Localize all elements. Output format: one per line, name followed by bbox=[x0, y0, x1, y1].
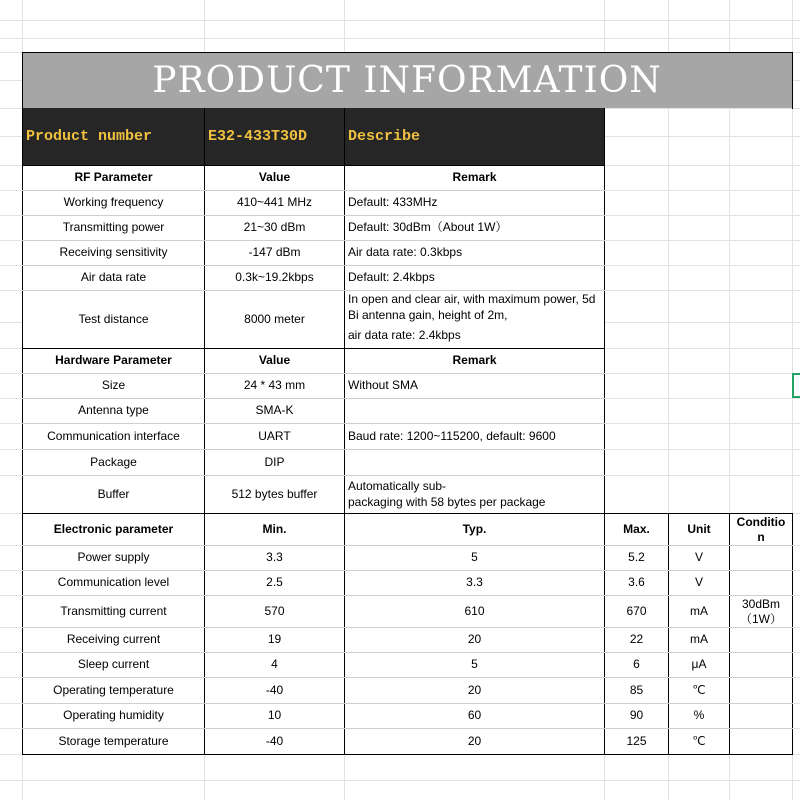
elec-header-typ: Typ. bbox=[345, 514, 604, 545]
product-number-label: Product number bbox=[22, 108, 204, 165]
elec-row-min: 2.5 bbox=[205, 571, 344, 595]
elec-row-unit: ℃ bbox=[669, 678, 729, 703]
elec-row-param: Sleep current bbox=[23, 653, 204, 677]
elec-row-condition bbox=[730, 546, 792, 570]
elec-row-typ: 5 bbox=[345, 546, 604, 570]
rf-header-param: RF Parameter bbox=[23, 166, 204, 190]
rf-row-remark: Air data rate: 0.3kbps bbox=[345, 241, 604, 265]
hw-row-remark: Baud rate: 1200~115200, default: 9600 bbox=[345, 424, 604, 449]
elec-row-typ: 20 bbox=[345, 729, 604, 754]
banner-title: PRODUCT INFORMATION bbox=[22, 52, 792, 108]
product-model: E32-433T30D bbox=[204, 108, 344, 165]
rf-row-param: Air data rate bbox=[23, 266, 204, 290]
elec-row-min: -40 bbox=[205, 678, 344, 703]
elec-row-condition bbox=[730, 653, 792, 677]
elec-header-param: Electronic parameter bbox=[23, 514, 204, 545]
elec-header-condition-line1: Conditio bbox=[730, 514, 792, 530]
elec-row-condition bbox=[730, 678, 792, 703]
hw-row-param: Antenna type bbox=[23, 399, 204, 423]
elec-row-max: 670 bbox=[605, 596, 668, 627]
elec-row-condition bbox=[730, 571, 792, 595]
hw-row-remark bbox=[345, 450, 604, 475]
rf-row-value: -147 dBm bbox=[205, 241, 344, 265]
elec-row-typ: 20 bbox=[345, 628, 604, 652]
rf-row-param: Receiving sensitivity bbox=[23, 241, 204, 265]
elec-row-unit: V bbox=[669, 571, 729, 595]
rf-row-param: Working frequency bbox=[23, 191, 204, 215]
rf-header-value: Value bbox=[205, 166, 344, 190]
hw-header-param: Hardware Parameter bbox=[23, 349, 204, 373]
rf-test-distance-remark-line3: air data rate: 2.4kbps bbox=[345, 326, 604, 346]
elec-row-unit: μA bbox=[669, 653, 729, 677]
hw-row-value: 512 bytes buffer bbox=[205, 476, 344, 513]
elec-header-min: Min. bbox=[205, 514, 344, 545]
elec-row-unit: mA bbox=[669, 596, 729, 627]
elec-row-param: Operating temperature bbox=[23, 678, 204, 703]
hw-row-param: Communication interface bbox=[23, 424, 204, 449]
elec-row-param: Power supply bbox=[23, 546, 204, 570]
rf-row-value: 8000 meter bbox=[205, 291, 344, 348]
elec-row-typ: 5 bbox=[345, 653, 604, 677]
elec-row-param: Receiving current bbox=[23, 628, 204, 652]
elec-row-min: -40 bbox=[205, 729, 344, 754]
elec-row-max: 90 bbox=[605, 704, 668, 728]
elec-row-min: 570 bbox=[205, 596, 344, 627]
rf-row-param: Transmitting power bbox=[23, 216, 204, 240]
hw-row-param: Buffer bbox=[23, 476, 204, 513]
elec-row-max: 125 bbox=[605, 729, 668, 754]
elec-row-unit: ℃ bbox=[669, 729, 729, 754]
product-describe: Describe bbox=[344, 108, 604, 165]
elec-header-max: Max. bbox=[605, 514, 668, 545]
elec-row-condition-line2: （1W） bbox=[730, 612, 792, 627]
rf-row-value: 410~441 MHz bbox=[205, 191, 344, 215]
hw-row-value: SMA-K bbox=[205, 399, 344, 423]
elec-row-max: 85 bbox=[605, 678, 668, 703]
hw-buffer-remark-line2: packaging with 58 bytes per package bbox=[345, 494, 604, 510]
elec-header-condition-line2: n bbox=[730, 530, 792, 545]
rf-row-value: 0.3k~19.2kbps bbox=[205, 266, 344, 290]
hw-row-remark: Without SMA bbox=[345, 374, 604, 398]
elec-row-condition bbox=[730, 704, 792, 728]
elec-row-max: 5.2 bbox=[605, 546, 668, 570]
rf-row-param: Test distance bbox=[23, 291, 204, 348]
elec-row-min: 19 bbox=[205, 628, 344, 652]
hw-header-remark: Remark bbox=[345, 349, 604, 373]
elec-row-typ: 610 bbox=[345, 596, 604, 627]
elec-row-condition bbox=[730, 628, 792, 652]
elec-row-typ: 60 bbox=[345, 704, 604, 728]
hw-row-value: DIP bbox=[205, 450, 344, 475]
rf-row-remark: Default: 433MHz bbox=[345, 191, 604, 215]
elec-row-param: Storage temperature bbox=[23, 729, 204, 754]
hw-row-remark bbox=[345, 399, 604, 423]
elec-row-param: Transmitting current bbox=[23, 596, 204, 627]
hw-row-param: Size bbox=[23, 374, 204, 398]
elec-row-unit: mA bbox=[669, 628, 729, 652]
elec-row-max: 6 bbox=[605, 653, 668, 677]
elec-row-param: Operating humidity bbox=[23, 704, 204, 728]
elec-header-unit: Unit bbox=[669, 514, 729, 545]
hw-header-value: Value bbox=[205, 349, 344, 373]
rf-header-remark: Remark bbox=[345, 166, 604, 190]
rf-row-value: 21~30 dBm bbox=[205, 216, 344, 240]
rf-test-distance-remark-line1: In open and clear air, with maximum power, 5d bbox=[345, 291, 604, 307]
elec-row-unit: % bbox=[669, 704, 729, 728]
rf-row-remark: Default: 30dBm（About 1W） bbox=[345, 216, 604, 240]
elec-row-unit: V bbox=[669, 546, 729, 570]
elec-row-typ: 20 bbox=[345, 678, 604, 703]
hw-row-param: Package bbox=[23, 450, 204, 475]
elec-row-min: 4 bbox=[205, 653, 344, 677]
active-cell-selection[interactable] bbox=[792, 373, 800, 398]
elec-row-min: 10 bbox=[205, 704, 344, 728]
rf-test-distance-remark-line2: Bi antenna gain, height of 2m, bbox=[345, 307, 604, 323]
rf-row-remark: Default: 2.4kbps bbox=[345, 266, 604, 290]
elec-row-min: 3.3 bbox=[205, 546, 344, 570]
elec-row-max: 3.6 bbox=[605, 571, 668, 595]
hw-row-value: 24 * 43 mm bbox=[205, 374, 344, 398]
elec-row-param: Communication level bbox=[23, 571, 204, 595]
hw-buffer-remark-line1: Automatically sub- bbox=[345, 478, 604, 494]
elec-row-condition-line1: 30dBm bbox=[730, 596, 792, 612]
elec-row-condition bbox=[730, 729, 792, 754]
elec-row-max: 22 bbox=[605, 628, 668, 652]
hw-row-value: UART bbox=[205, 424, 344, 449]
elec-row-typ: 3.3 bbox=[345, 571, 604, 595]
